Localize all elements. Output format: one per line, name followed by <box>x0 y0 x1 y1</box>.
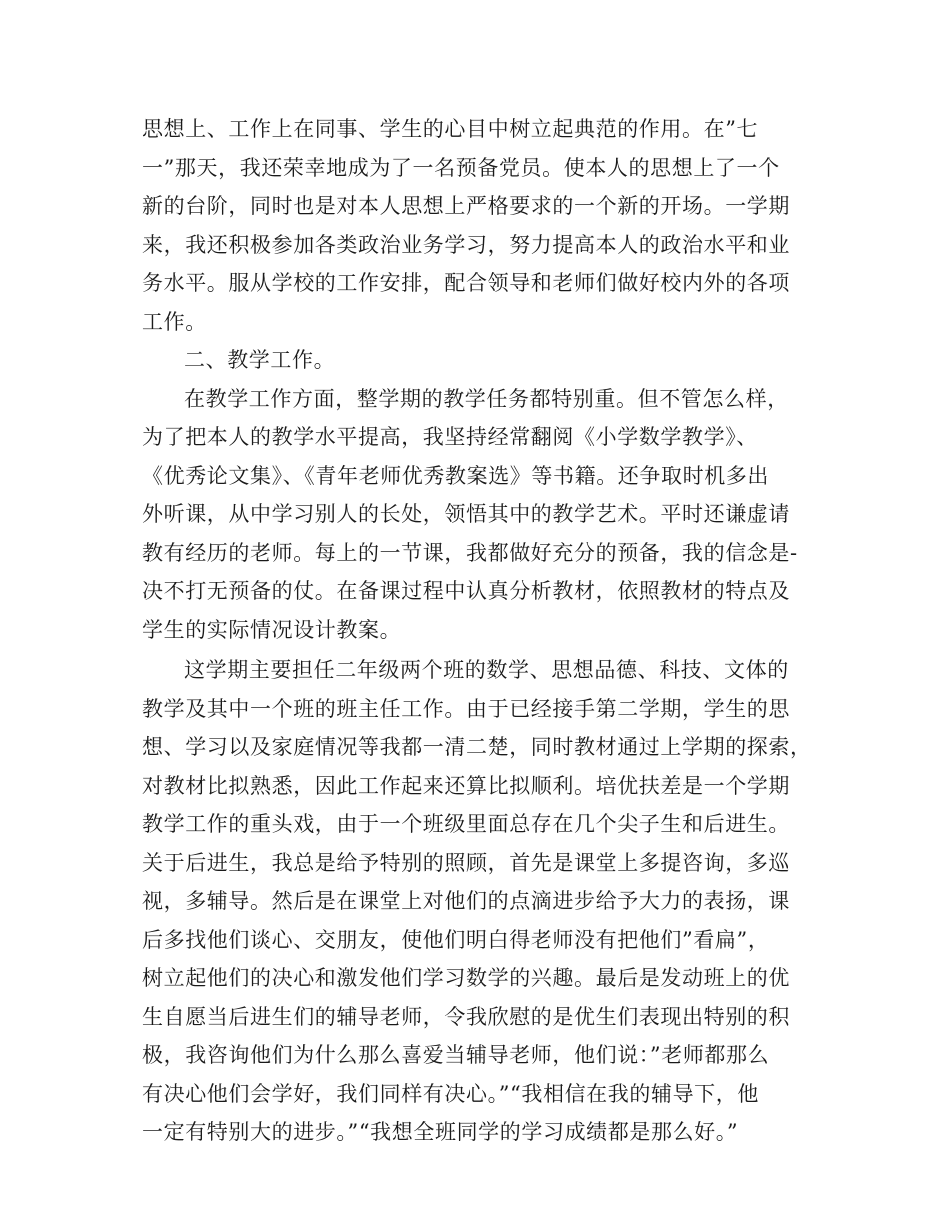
text-line: 为了把本人的教学水平提高，我坚持经常翻阅《小学数学教学》、 <box>142 425 758 449</box>
text-line: 有决心他们会学好，我们同样有决心。”“我相信在我的辅导下，他 <box>142 1081 759 1106</box>
text-line: 学生的实际情况设计教案。 <box>142 617 402 642</box>
text-line: 教学工作的重头戏，由于一个班级里面总存在几个尖子生和后进生。 <box>142 812 790 836</box>
text-line: 来，我还积极参加各类政治业务学习，努力提高本人的政治水平和业 <box>142 232 790 257</box>
text-line: 务水平。服从学校的工作安排，配合领导和老师们做好校内外的各项 <box>142 271 790 295</box>
text-line: 树立起他们的决心和激发他们学习数学的兴趣。最后是发动班上的优 <box>142 966 790 990</box>
section-heading-teaching-work: 二、教学工作。 <box>184 348 336 372</box>
text-line: 关于后进生，我总是给予特别的照顾，首先是课堂上多提咨询，多巡 <box>142 850 790 875</box>
text-line: 思想上、工作上在同事、学生的心目中树立起典范的作用。在”七 <box>142 117 759 141</box>
text-line: 视，多辅导。然后是在课堂上对他们的点滴进步给予大力的表扬，课 <box>142 889 790 913</box>
paragraph-class-responsibilities <box>142 651 822 1152</box>
text-line: 教学及其中一个班的班主任工作。由于已经接手第二学期，学生的思 <box>142 696 790 721</box>
text-line: 外听课，从中学习别人的长处，领悟其中的教学艺术。平时还谦虚请 <box>142 502 790 526</box>
text-line: 生自愿当后进生们的辅导老师，令我欣慰的是优生们表现出特别的积 <box>142 1004 790 1029</box>
paragraph-political-study <box>142 110 822 341</box>
text-line: 决不打无预备的仗。在备课过程中认真分析教材，依照教材的特点及 <box>142 579 790 603</box>
text-line: 后多找他们谈心、交朋友，使他们明白得老师没有把他们”看扁”， <box>142 927 770 952</box>
text-line: 一”那天，我还荣幸地成为了一名预备党员。使本人的思想上了一个 <box>142 155 780 180</box>
text-line: 一定有特别大的进步。”“我想全班同学的学习成绩都是那么好。” <box>142 1120 739 1144</box>
text-line: 对教材比拟熟悉，因此工作起来还算比拟顺利。培优扶差是一个学期 <box>142 773 790 798</box>
text-line: 新的台阶，同时也是对本人思想上严格要求的一个新的开场。一学期 <box>142 194 790 218</box>
text-line: 极，我咨询他们为什么那么喜爱当辅导老师，他们说：”老师都那么 <box>142 1043 770 1067</box>
text-line: 想、学习以及家庭情况等我都一清二楚，同时教材通过上学期的探索， <box>142 735 812 759</box>
paragraph-teaching-work <box>142 380 822 650</box>
text-line: 在教学工作方面，整学期的教学任务都特别重。但不管怎么样， <box>184 386 789 411</box>
text-line: 《优秀论文集》、《青年老师优秀教案选》等书籍。还争取时机多出 <box>142 463 769 488</box>
document-page <box>142 110 822 1152</box>
text-line: 教有经历的老师。每上的一节课，我都做好充分的预备，我的信念是- <box>142 540 798 565</box>
text-line: 这学期主要担任二年级两个班的数学、思想品德、科技、文体的 <box>184 658 789 682</box>
text-line: 工作。 <box>142 309 207 334</box>
